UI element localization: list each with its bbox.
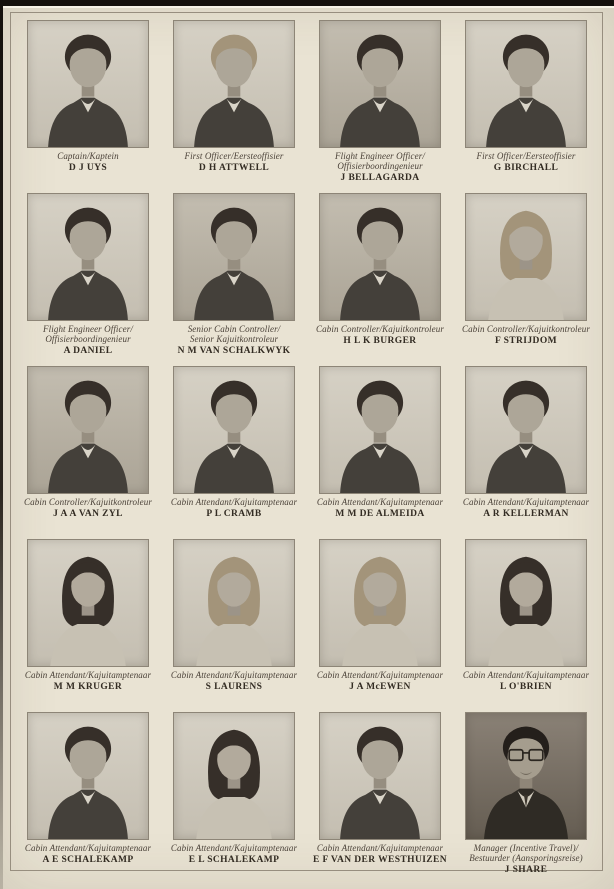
crew-member-caption [159, 324, 309, 357]
portrait-silhouette-icon [28, 540, 148, 666]
crew-member-cell [462, 366, 590, 539]
crew-member-title-line1: First Officer/Eersteoffisier [184, 151, 284, 161]
crew-member-cell [170, 712, 298, 885]
crew-member-name: M M DE ALMEIDA [335, 509, 425, 519]
portrait-silhouette-icon [28, 367, 148, 493]
crew-member-name: L O'BRIEN [500, 682, 552, 692]
portrait-photo [27, 366, 149, 494]
portrait-photo [319, 539, 441, 667]
crew-member-caption [451, 151, 601, 174]
crew-member-cell [462, 193, 590, 366]
crew-member-title-line1: Cabin Attendant/Kajuitamptenaar [462, 670, 590, 680]
portrait-photo [27, 712, 149, 840]
crew-member-name: A R KELLERMAN [483, 509, 569, 519]
crew-member-cell [465, 712, 587, 885]
crew-member-caption [13, 151, 163, 174]
crew-member-title-line1: Cabin Attendant/Kajuitamptenaar [24, 843, 152, 853]
crew-member-name: J BELLAGARDA [340, 173, 420, 183]
crew-member-title-line2: Offisierboordingenieur [337, 161, 423, 171]
crew-member-caption [159, 151, 309, 174]
crew-member-title-line2: Senior Kajuitkontroleur [189, 334, 279, 344]
portrait-silhouette-icon [28, 21, 148, 147]
crew-member-caption [13, 497, 163, 520]
crew-member-caption [305, 497, 455, 520]
crew-member-title-line1: Cabin Attendant/Kajuitamptenaar [316, 497, 444, 507]
portrait-photo [173, 20, 295, 148]
crew-member-cell [173, 193, 295, 366]
crew-member-cell [27, 193, 149, 366]
crew-member-title-line1: Cabin Attendant/Kajuitamptenaar [170, 670, 298, 680]
crew-member-name: S LAURENS [205, 682, 263, 692]
portrait-silhouette-icon [320, 540, 440, 666]
crew-member-cell [319, 20, 441, 193]
crew-member-cell [316, 193, 444, 366]
portrait-photo [27, 539, 149, 667]
crew-member-cell [24, 539, 152, 712]
portrait-photo [319, 366, 441, 494]
crew-member-title-line1: Cabin Attendant/Kajuitamptenaar [462, 497, 590, 507]
crew-member-name: A DANIEL [63, 346, 113, 356]
crew-member-caption [13, 843, 163, 866]
crew-member-name: J A A VAN ZYL [53, 509, 123, 519]
portrait-photo [27, 20, 149, 148]
portrait-silhouette-icon [466, 713, 586, 839]
crew-member-cell [465, 20, 587, 193]
portrait-photo [319, 193, 441, 321]
portrait-photo [173, 712, 295, 840]
portrait-photo [465, 193, 587, 321]
crew-member-cell [462, 539, 590, 712]
portrait-photo [173, 366, 295, 494]
crew-member-caption [13, 670, 163, 693]
portrait-photo [319, 712, 441, 840]
crew-member-caption [159, 670, 309, 693]
portrait-silhouette-icon [466, 21, 586, 147]
portrait-silhouette-icon [28, 194, 148, 320]
crew-member-caption [305, 151, 455, 184]
portrait-silhouette-icon [320, 713, 440, 839]
crew-member-name: G BIRCHALL [493, 163, 559, 173]
portrait-silhouette-icon [320, 21, 440, 147]
crew-member-cell [316, 539, 444, 712]
portrait-photo [173, 193, 295, 321]
crew-member-caption [451, 497, 601, 520]
portrait-photo [465, 539, 587, 667]
crew-member-title-line2: Bestuurder (Aansporingsreise) [469, 853, 583, 863]
crew-member-title-line1: Captain/Kaptein [57, 151, 119, 161]
crew-member-caption [159, 843, 309, 866]
portrait-silhouette-icon [28, 713, 148, 839]
crew-photo-grid [24, 20, 590, 885]
page-top-edge-highlight [0, 6, 614, 8]
portrait-silhouette-icon [174, 194, 294, 320]
crew-member-title-line1: Senior Cabin Controller/ [187, 324, 281, 334]
page-left-edge [0, 0, 3, 889]
crew-member-title-line1: Cabin Attendant/Kajuitamptenaar [170, 497, 298, 507]
crew-member-caption [305, 670, 455, 693]
crew-member-name: A E SCHALEKAMP [42, 855, 134, 865]
crew-member-caption [451, 670, 601, 693]
portrait-silhouette-icon [466, 194, 586, 320]
crew-member-caption [13, 324, 163, 357]
crew-member-name: D J UYS [68, 163, 108, 173]
crew-member-name: H L K BURGER [343, 336, 417, 346]
crew-member-title-line1: Cabin Controller/Kajuitkontroleur [24, 497, 152, 507]
portrait-photo [173, 539, 295, 667]
crew-member-title-line1: Cabin Controller/Kajuitkontroleur [462, 324, 590, 334]
crew-member-title-line1: Cabin Attendant/Kajuitamptenaar [316, 843, 444, 853]
crew-member-title-line1: Cabin Attendant/Kajuitamptenaar [316, 670, 444, 680]
crew-member-cell [312, 712, 448, 885]
crew-member-caption [305, 843, 455, 866]
crew-member-name: J SHARE [504, 865, 548, 875]
crew-member-cell [173, 20, 295, 193]
crew-member-name: N M VAN SCHALKWYK [177, 346, 291, 356]
portrait-silhouette-icon [174, 367, 294, 493]
crew-member-title-line1: Flight Engineer Officer/ [335, 151, 425, 161]
crew-member-name: P L CRAMB [206, 509, 262, 519]
crew-member-title-line1: Flight Engineer Officer/ [43, 324, 133, 334]
crew-member-title-line1: Cabin Attendant/Kajuitamptenaar [24, 670, 152, 680]
portrait-silhouette-icon [466, 540, 586, 666]
portrait-silhouette-icon [466, 367, 586, 493]
crew-member-cell [170, 366, 298, 539]
portrait-photo [27, 193, 149, 321]
crew-member-name: D H ATTWELL [198, 163, 270, 173]
crew-member-title-line1: Cabin Controller/Kajuitkontroleur [316, 324, 444, 334]
crew-member-cell [170, 539, 298, 712]
crew-member-name: F STRIJDOM [495, 336, 557, 346]
crew-member-title-line2: Offisierboordingenieur [45, 334, 131, 344]
portrait-silhouette-icon [174, 540, 294, 666]
crew-member-cell [24, 712, 152, 885]
crew-member-cell [316, 366, 444, 539]
crew-member-title-line1: Cabin Attendant/Kajuitamptenaar [170, 843, 298, 853]
portrait-photo [465, 366, 587, 494]
portrait-photo [319, 20, 441, 148]
portrait-silhouette-icon [174, 713, 294, 839]
crew-member-title-line1: Manager (Incentive Travel)/ [473, 843, 579, 853]
crew-member-title-line1: First Officer/Eersteoffisier [476, 151, 576, 161]
crew-member-name: M M KRUGER [53, 682, 123, 692]
portrait-photo [465, 712, 587, 840]
portrait-photo [465, 20, 587, 148]
crew-member-caption [451, 324, 601, 347]
crew-member-cell [27, 20, 149, 193]
portrait-silhouette-icon [320, 367, 440, 493]
crew-member-caption [451, 843, 601, 876]
portrait-silhouette-icon [174, 21, 294, 147]
crew-member-caption [305, 324, 455, 347]
crew-member-name: E L SCHALEKAMP [188, 855, 280, 865]
crew-member-name: J A McEWEN [349, 682, 411, 692]
crew-member-name: E F VAN DER WESTHUIZEN [312, 855, 448, 865]
crew-member-caption [159, 497, 309, 520]
crew-member-cell [24, 366, 152, 539]
portrait-silhouette-icon [320, 194, 440, 320]
